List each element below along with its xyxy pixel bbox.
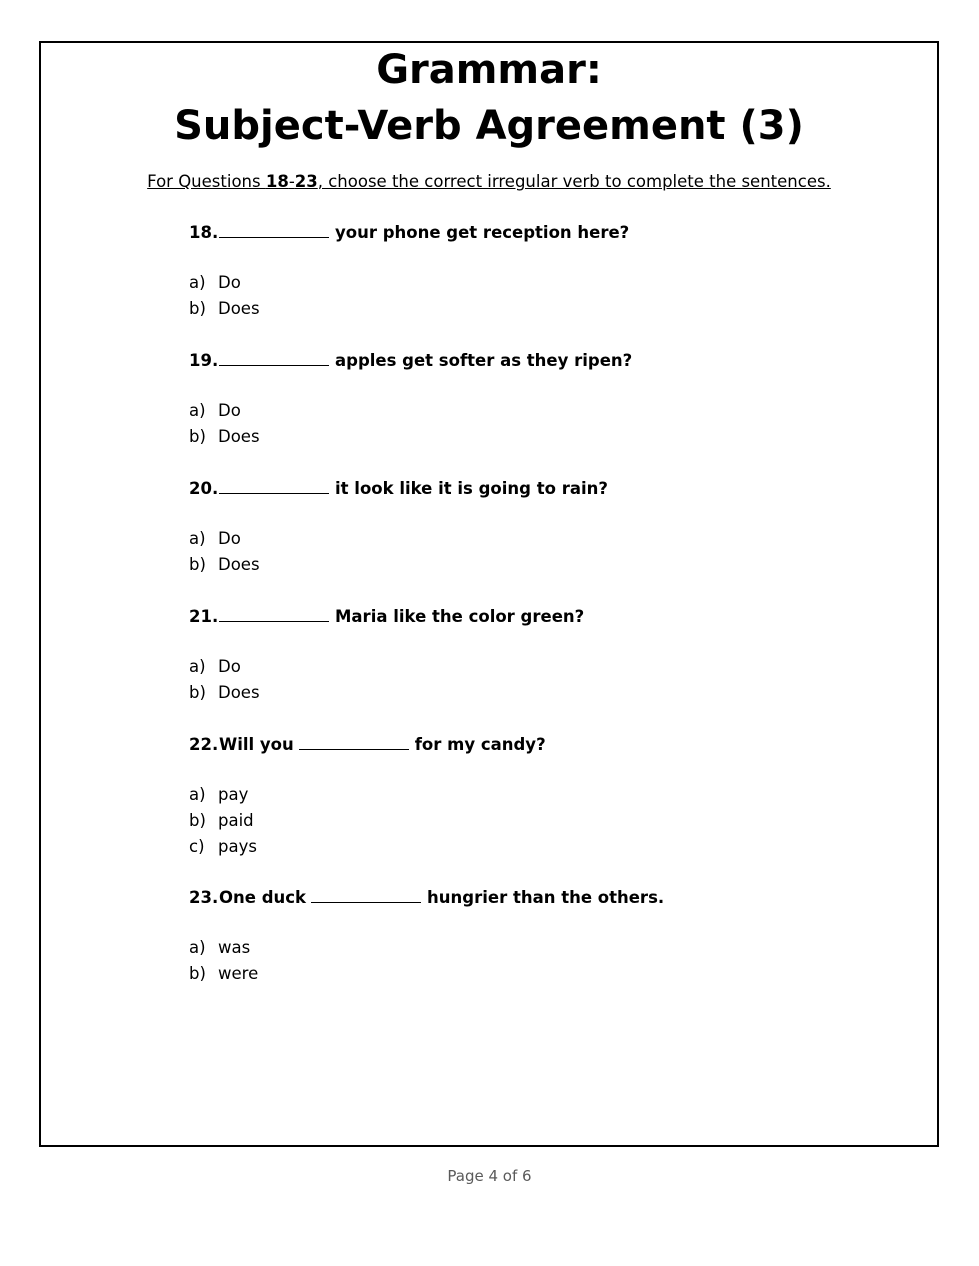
option-20-b: b) Does bbox=[189, 555, 260, 574]
option-19-a: a) Do bbox=[189, 401, 241, 420]
option-22-a: a) pay bbox=[189, 785, 249, 804]
option-23-b: b) were bbox=[189, 964, 259, 983]
page-title: Grammar: bbox=[376, 47, 602, 93]
answer-blank bbox=[219, 477, 329, 494]
option-21-a: a) Do bbox=[189, 657, 241, 676]
answer-blank bbox=[219, 221, 329, 238]
page-number: Page 4 of 6 bbox=[447, 1167, 532, 1185]
option-23-a: a) was bbox=[189, 938, 251, 957]
page-subtitle: Subject-Verb Agreement (3) bbox=[174, 103, 804, 149]
option-22-c: c) pays bbox=[189, 837, 257, 856]
question-23: 23.One duck hungrier than the others. bbox=[189, 888, 665, 907]
option-21-b: b) Does bbox=[189, 683, 260, 702]
answer-blank bbox=[311, 886, 421, 903]
question-21: 21. Maria like the color green? bbox=[189, 607, 585, 626]
option-20-a: a) Do bbox=[189, 529, 241, 548]
option-22-b: b) paid bbox=[189, 811, 254, 830]
answer-blank bbox=[219, 605, 329, 622]
option-18-a: a) Do bbox=[189, 273, 241, 292]
worksheet-frame bbox=[39, 41, 939, 1147]
instructions: For Questions 18-23, choose the correct irregular verb to complete the sentences. bbox=[147, 172, 831, 191]
question-20: 20. it look like it is going to rain? bbox=[189, 479, 608, 498]
answer-blank bbox=[299, 733, 409, 750]
question-22: 22.Will you for my candy? bbox=[189, 735, 546, 754]
question-19: 19. apples get softer as they ripen? bbox=[189, 351, 633, 370]
question-18: 18. your phone get reception here? bbox=[189, 223, 630, 242]
option-18-b: b) Does bbox=[189, 299, 260, 318]
answer-blank bbox=[219, 349, 329, 366]
option-19-b: b) Does bbox=[189, 427, 260, 446]
